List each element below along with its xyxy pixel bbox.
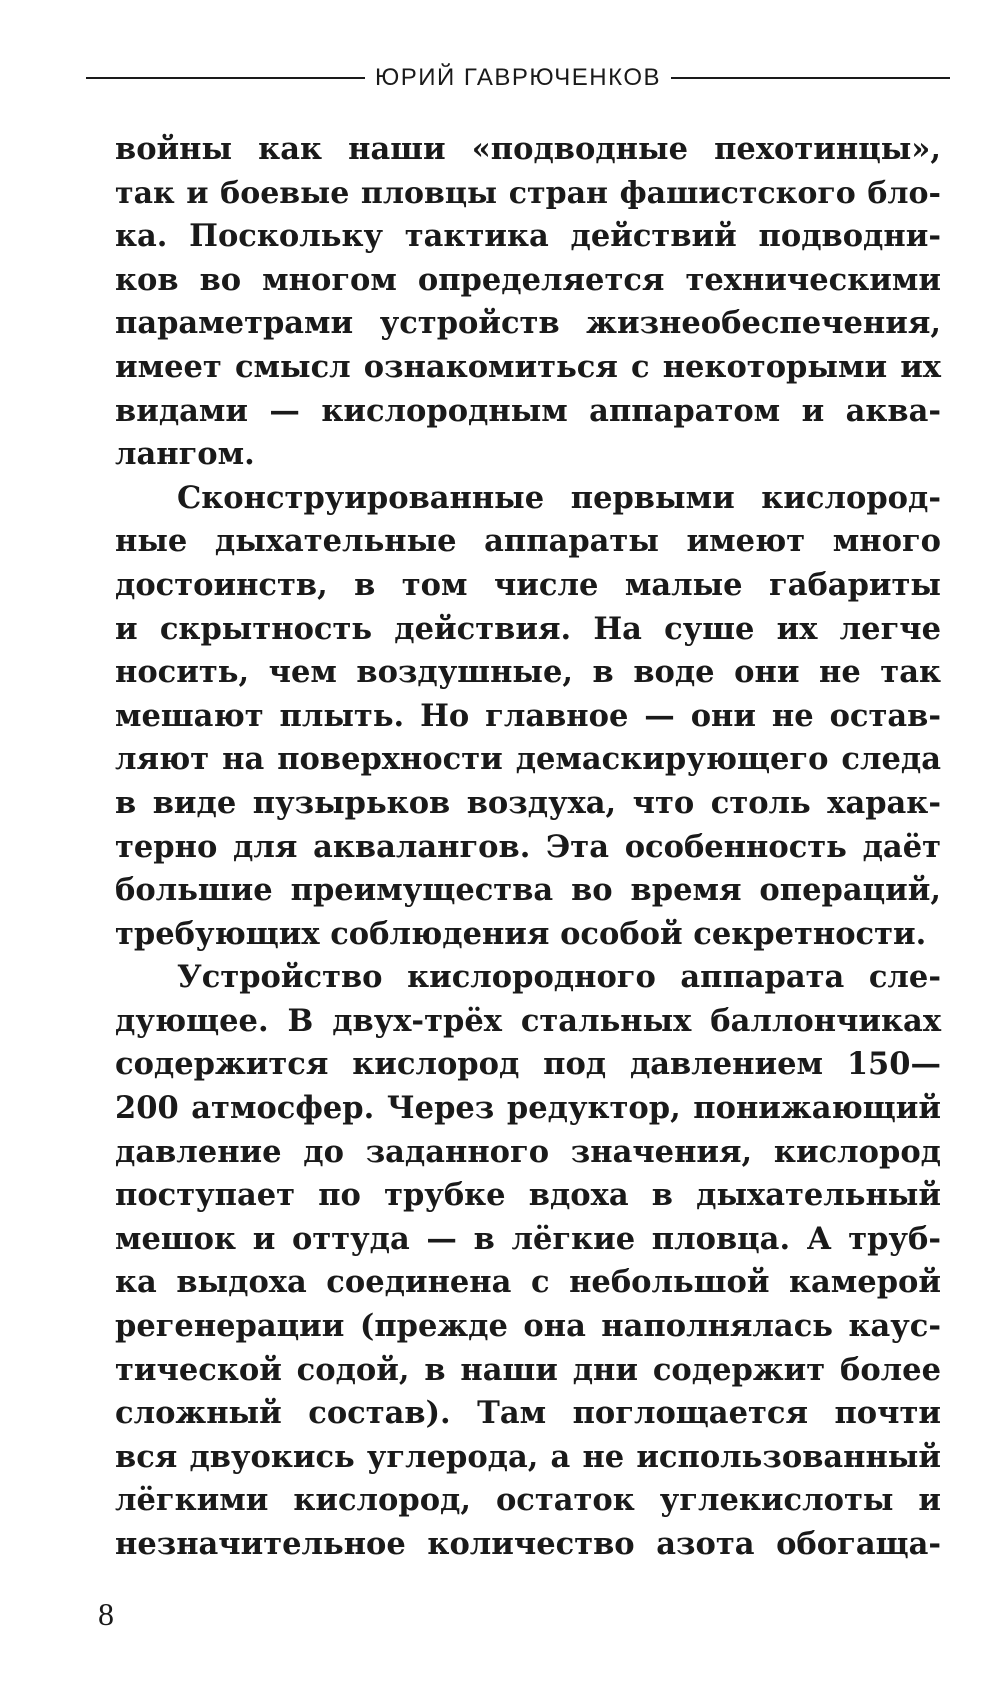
text-line: Устройство кислородного аппарата сле- (177, 959, 941, 996)
running-title: ЮРИЙ ГАВРЮЧЕНКОВ (375, 64, 662, 91)
text-line: сложный состав). Там поглощается почти (115, 1395, 941, 1432)
text-line: видами — кислородным аппаратом и аква- (115, 392, 941, 429)
text-line: ка. Поскольку тактика действий подводни- (115, 218, 941, 255)
text-line: 200 атмосфер. Через редуктор, понижающий (115, 1090, 941, 1127)
text-line: имеет смысл ознакомиться с некоторыми их (115, 348, 941, 385)
text-line: носить, чем воздушные, в воде они не так (115, 654, 941, 691)
text-line: большие преимущества во время операций, (115, 872, 941, 909)
text-line: параметрами устройств жизнеобеспечения, (115, 305, 941, 342)
text-line: лёгкими кислород, остаток углекислоты и (115, 1482, 941, 1519)
text-line: достоинств, в том числе малые габариты (115, 566, 941, 603)
text-line: войны как наши «подводные пехотинцы», (115, 131, 941, 167)
text-line: поступает по трубке вдоха в дыхательный (115, 1177, 941, 1214)
text-line: регенерации (прежде она наполнялась каус- (115, 1308, 941, 1345)
text-line: тической содой, в наши дни содержит более (115, 1351, 941, 1388)
text-line: Сконструированные первыми кислород- (177, 479, 941, 516)
text-line: незначительное количество азота обогаща- (115, 1526, 941, 1562)
text-line: ков во многом определяется техническими (115, 261, 941, 298)
text-line: мешок и оттуда — в лёгкие пловца. А труб- (115, 1220, 941, 1257)
text-line: лангом. (115, 436, 255, 473)
header-rule-left (86, 77, 365, 79)
text-line: содержится кислород под давлением 150— (115, 1046, 941, 1083)
running-header (86, 58, 950, 98)
text-line: так и боевые пловцы стран фашистского бло- (115, 175, 941, 211)
text-line: ляют на поверхности демаскирующего следа (115, 741, 941, 778)
text-line: в виде пузырьков воздуха, что столь харак- (115, 784, 941, 821)
text-line: ные дыхательные аппараты имеют много (115, 523, 941, 560)
text-line: мешают плыть. Но главное — они не остав- (115, 697, 941, 734)
page-number: 8 (98, 1596, 114, 1632)
text-line: дующее. В двух-трёх стальных баллончиках (115, 1002, 941, 1039)
text-line: требующих соблюдения особой секретности. (115, 915, 927, 952)
body-text (115, 128, 941, 1567)
text-line: ка выдоха соединена с небольшой камерой (115, 1264, 941, 1301)
text-line: терно для аквалангов. Эта особенность даёт (115, 828, 941, 865)
text-line: вся двуокись углерода, а не использованный (115, 1438, 941, 1475)
text-line: и скрытность действия. На суше их легче (115, 610, 941, 647)
header-rule-right (671, 77, 950, 79)
text-line: давление до заданного значения, кислород (115, 1133, 941, 1170)
